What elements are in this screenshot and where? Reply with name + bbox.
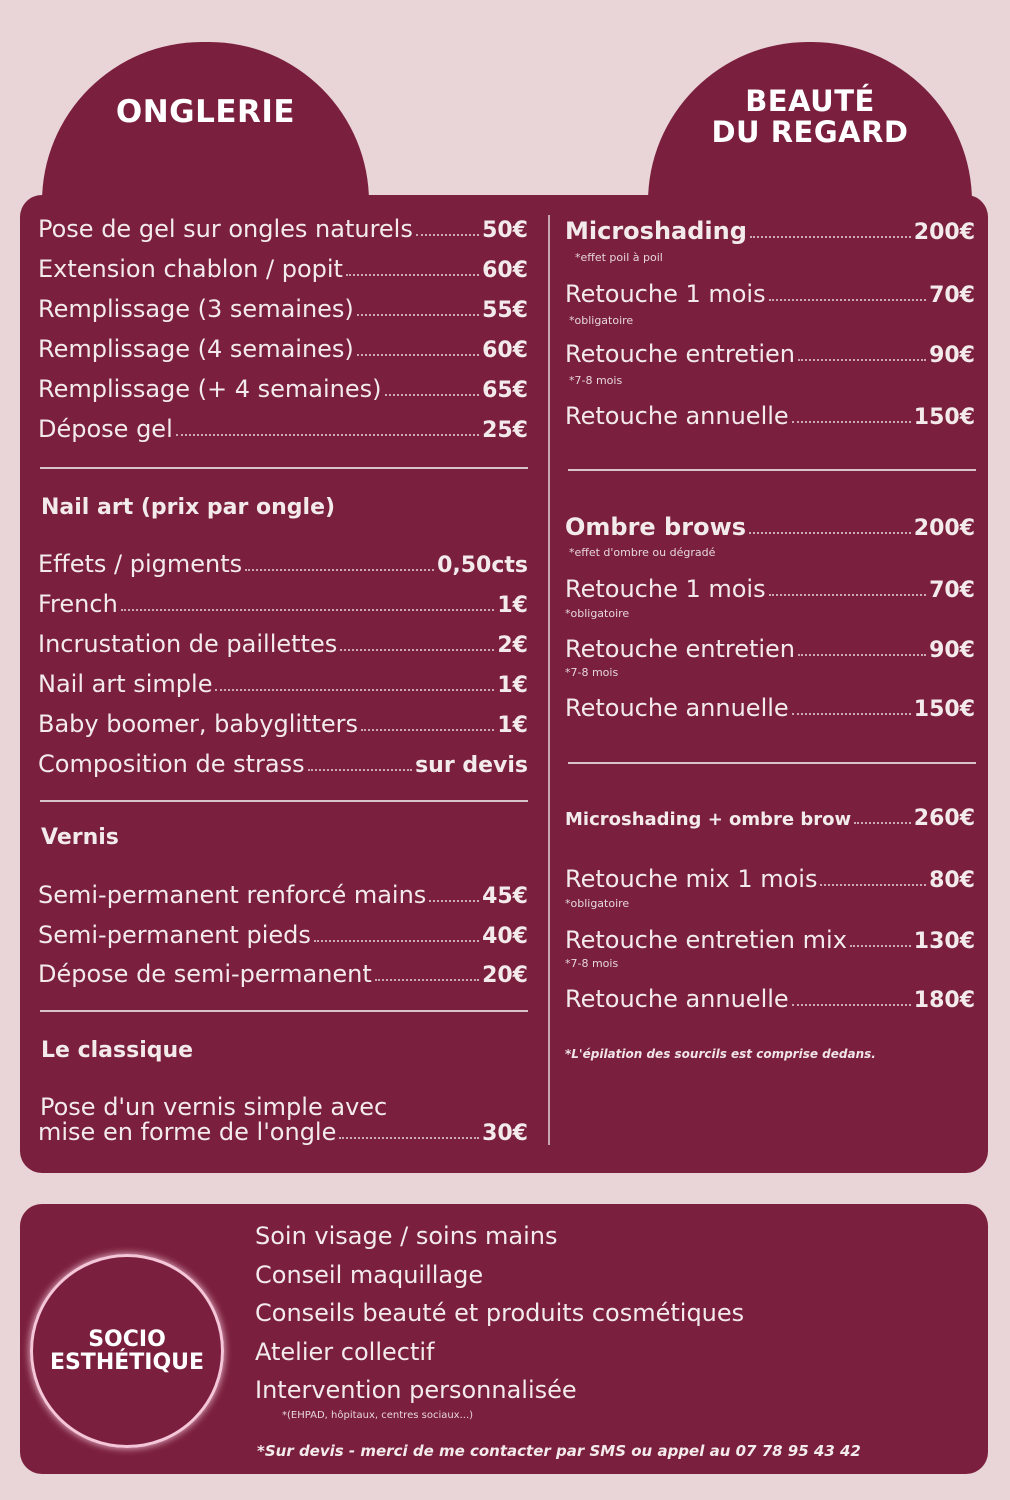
service-price: 70€ bbox=[929, 283, 975, 308]
service-note: *effet poil à poil bbox=[575, 251, 663, 264]
service-note: *7-8 mois bbox=[569, 374, 623, 387]
section-divider bbox=[40, 800, 528, 802]
leader-dots bbox=[792, 421, 911, 423]
service-note: *effet d'ombre ou dégradé bbox=[569, 546, 716, 559]
socio-badge-line1: SOCIO bbox=[88, 1326, 166, 1352]
service-label: Semi-permanent pieds bbox=[38, 921, 311, 949]
service-price: 50€ bbox=[482, 218, 528, 243]
price-row bbox=[38, 881, 528, 909]
service-price: 200€ bbox=[913, 220, 975, 245]
leader-dots bbox=[820, 884, 926, 886]
service-label: Dépose de semi-permanent bbox=[38, 960, 372, 988]
service-note: *7-8 mois bbox=[565, 666, 619, 679]
service-price: 180€ bbox=[913, 988, 975, 1013]
service-label: Retouche entretien mix bbox=[565, 926, 847, 954]
leader-dots bbox=[346, 274, 479, 276]
price-row bbox=[38, 750, 528, 778]
classique-label-line1: Pose d'un vernis simple avec bbox=[40, 1093, 388, 1121]
price-row bbox=[565, 926, 975, 954]
leader-dots bbox=[215, 689, 494, 691]
leader-dots bbox=[314, 940, 479, 942]
service-label: Remplissage (3 semaines) bbox=[38, 295, 354, 323]
leader-dots bbox=[176, 434, 479, 436]
leader-dots bbox=[798, 654, 926, 656]
price-row bbox=[38, 921, 528, 949]
leader-dots bbox=[854, 822, 911, 824]
service-note: *7-8 mois bbox=[565, 957, 619, 970]
price-row bbox=[565, 217, 975, 245]
socio-esthetique-badge bbox=[30, 1254, 224, 1448]
leader-dots bbox=[749, 532, 911, 534]
section-divider bbox=[568, 762, 976, 764]
nail-art-heading: Nail art (prix par ongle) bbox=[41, 495, 336, 520]
service-price: 150€ bbox=[913, 405, 975, 430]
socio-service-item: Soin visage / soins mains bbox=[255, 1222, 558, 1250]
service-label: Ombre brows bbox=[565, 513, 747, 541]
section-divider bbox=[568, 469, 976, 471]
vernis-heading: Vernis bbox=[41, 825, 119, 850]
leader-dots bbox=[792, 1004, 911, 1006]
section-divider bbox=[40, 1010, 528, 1012]
service-label: Extension chablon / popit bbox=[38, 255, 343, 283]
service-note: *obligatoire bbox=[565, 897, 630, 910]
eyebrow-waxing-footnote: *L'épilation des sourcils est comprise dedans. bbox=[565, 1047, 876, 1061]
service-label: Nail art simple bbox=[38, 670, 213, 698]
leader-dots bbox=[245, 569, 434, 571]
socio-badge-line2: ESTHÉTIQUE bbox=[49, 1350, 205, 1375]
leader-dots bbox=[792, 713, 911, 715]
service-price: 40€ bbox=[482, 924, 528, 949]
leader-dots bbox=[769, 299, 926, 301]
service-price: 260€ bbox=[913, 806, 975, 831]
service-price: 2€ bbox=[497, 633, 528, 658]
service-price: sur devis bbox=[415, 753, 528, 778]
service-label: Retouche annuelle bbox=[565, 985, 789, 1013]
price-row bbox=[565, 402, 975, 430]
service-price: 1€ bbox=[497, 593, 528, 618]
service-price: 25€ bbox=[482, 418, 528, 443]
price-row bbox=[565, 694, 975, 722]
price-list-panel bbox=[20, 195, 988, 1173]
classique-heading: Le classique bbox=[41, 1038, 194, 1063]
price-row bbox=[565, 280, 975, 308]
service-price: 55€ bbox=[482, 298, 528, 323]
leader-dots bbox=[339, 1137, 479, 1139]
socio-esthetique-panel bbox=[20, 1204, 988, 1474]
service-label: Retouche annuelle bbox=[565, 402, 789, 430]
contact-line: *Sur devis - merci de me contacter par SMS ou appel au 07 78 95 43 42 bbox=[257, 1442, 861, 1460]
socio-service-item: Atelier collectif bbox=[255, 1338, 435, 1366]
section-divider bbox=[40, 467, 528, 469]
service-price: 65€ bbox=[482, 378, 528, 403]
price-row bbox=[38, 415, 528, 443]
price-row bbox=[565, 865, 975, 893]
service-label: Retouche mix 1 mois bbox=[565, 865, 818, 893]
price-row bbox=[565, 985, 975, 1013]
leader-dots bbox=[361, 729, 494, 731]
leader-dots bbox=[416, 234, 479, 236]
service-price: 20€ bbox=[482, 963, 528, 988]
service-price: 200€ bbox=[913, 516, 975, 541]
price-row bbox=[38, 630, 528, 658]
column-divider bbox=[548, 215, 550, 1145]
price-row bbox=[565, 806, 975, 831]
onglerie-title: ONGLERIE bbox=[115, 94, 296, 131]
service-label: French bbox=[38, 590, 118, 618]
service-label: Baby boomer, babyglitters bbox=[38, 710, 359, 738]
price-row bbox=[38, 550, 528, 578]
service-note: *obligatoire bbox=[565, 607, 630, 620]
service-price: 130€ bbox=[913, 929, 975, 954]
service-label: Microshading bbox=[565, 217, 747, 245]
service-label: Retouche 1 mois bbox=[565, 575, 766, 603]
service-price: 90€ bbox=[929, 638, 975, 663]
service-label: mise en forme de l'ongle bbox=[38, 1118, 337, 1146]
leader-dots bbox=[769, 594, 926, 596]
socio-service-item: Intervention personnalisée bbox=[255, 1376, 577, 1404]
service-price: 1€ bbox=[497, 713, 528, 738]
leader-dots bbox=[385, 394, 480, 396]
service-price: 45€ bbox=[482, 884, 528, 909]
service-price: 30€ bbox=[482, 1121, 528, 1146]
price-row bbox=[38, 215, 528, 243]
service-label: Effets / pigments bbox=[38, 550, 243, 578]
service-price: 60€ bbox=[482, 338, 528, 363]
leader-dots bbox=[429, 900, 479, 902]
service-label: Remplissage (4 semaines) bbox=[38, 335, 354, 363]
service-price: 0,50cts bbox=[437, 553, 528, 578]
service-label: Retouche entretien bbox=[565, 635, 796, 663]
leader-dots bbox=[357, 314, 479, 316]
service-label: Microshading + ombre brow bbox=[565, 809, 852, 830]
service-price: 60€ bbox=[482, 258, 528, 283]
service-price: 1€ bbox=[497, 673, 528, 698]
service-price: 150€ bbox=[913, 697, 975, 722]
price-row bbox=[38, 670, 528, 698]
leader-dots bbox=[850, 945, 911, 947]
price-row bbox=[38, 960, 528, 988]
service-label: Retouche entretien bbox=[565, 340, 796, 368]
service-label: Semi-permanent renforcé mains bbox=[38, 881, 427, 909]
price-row bbox=[38, 1118, 528, 1146]
service-price: 70€ bbox=[929, 578, 975, 603]
socio-intervention-note: *(EHPAD, hôpitaux, centres sociaux...) bbox=[282, 1410, 474, 1421]
leader-dots bbox=[340, 649, 494, 651]
socio-service-item: Conseil maquillage bbox=[255, 1261, 484, 1289]
service-label: Composition de strass bbox=[38, 750, 305, 778]
price-row bbox=[38, 255, 528, 283]
leader-dots bbox=[357, 354, 479, 356]
price-row bbox=[38, 375, 528, 403]
onglerie-header bbox=[42, 42, 369, 202]
price-row bbox=[565, 575, 975, 603]
service-price: 80€ bbox=[929, 868, 975, 893]
service-label: Remplissage (+ 4 semaines) bbox=[38, 375, 382, 403]
leader-dots bbox=[121, 609, 495, 611]
service-label: Retouche annuelle bbox=[565, 694, 789, 722]
beaute-regard-title-line2: DU REGARD bbox=[711, 115, 909, 149]
price-row bbox=[38, 295, 528, 323]
price-row bbox=[38, 710, 528, 738]
price-row bbox=[565, 513, 975, 541]
leader-dots bbox=[798, 359, 926, 361]
beaute-regard-header bbox=[648, 42, 972, 202]
price-row bbox=[38, 590, 528, 618]
service-label: Dépose gel bbox=[38, 415, 173, 443]
socio-service-item: Conseils beauté et produits cosmétiques bbox=[255, 1299, 745, 1327]
service-note: *obligatoire bbox=[569, 314, 634, 327]
service-label: Incrustation de paillettes bbox=[38, 630, 338, 658]
beaute-regard-title-line1: BEAUTÉ bbox=[745, 83, 875, 118]
leader-dots bbox=[375, 979, 479, 981]
service-label: Retouche 1 mois bbox=[565, 280, 766, 308]
price-row bbox=[38, 335, 528, 363]
leader-dots bbox=[308, 769, 412, 771]
price-row bbox=[565, 635, 975, 663]
price-row bbox=[565, 340, 975, 368]
service-price: 90€ bbox=[929, 343, 975, 368]
service-label: Pose de gel sur ongles naturels bbox=[38, 215, 413, 243]
leader-dots bbox=[750, 236, 911, 238]
